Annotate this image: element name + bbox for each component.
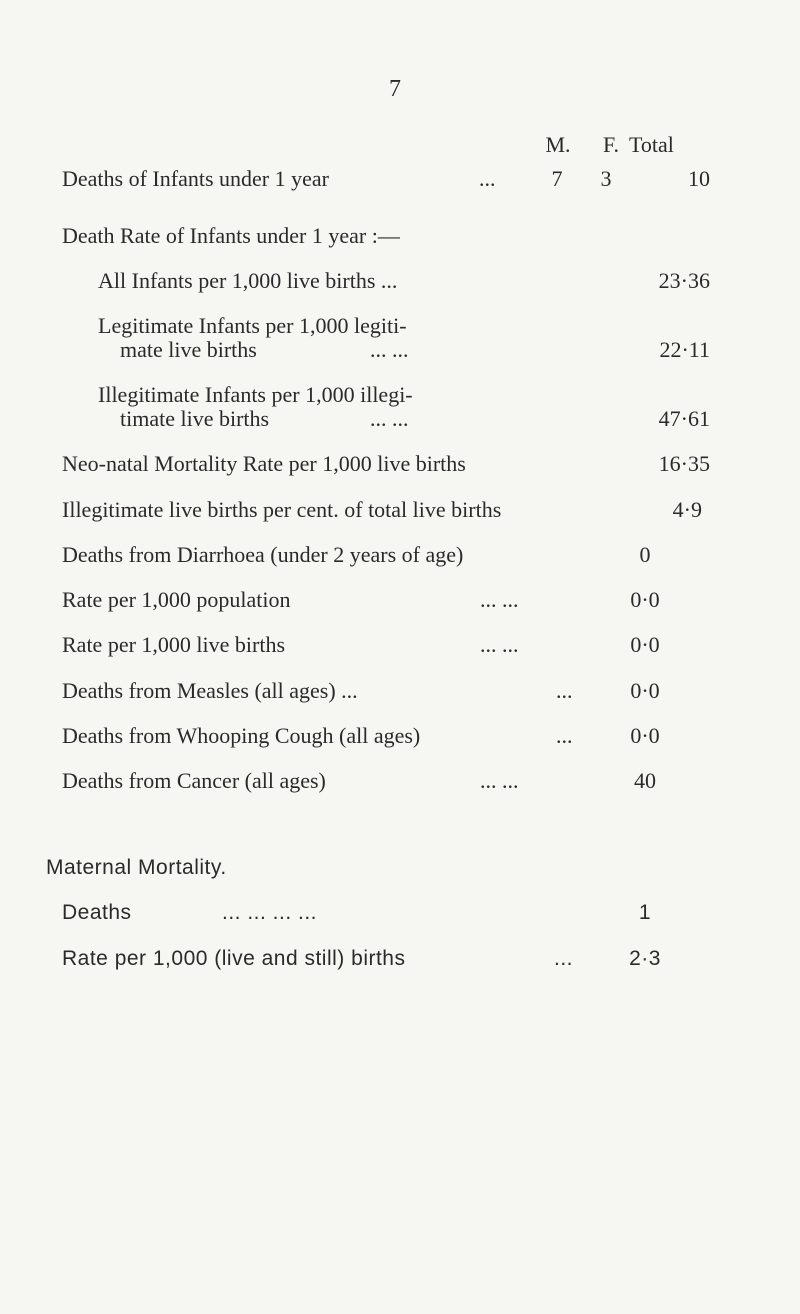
all-infants-label: All Infants per 1,000 live births ... — [98, 268, 398, 293]
maternal-rate-value: 2·3 — [629, 947, 661, 970]
all-infants-value: 23·36 — [658, 268, 710, 293]
row-value: 0·0 — [630, 723, 660, 748]
row-label: Deaths from Cancer (all ages) — [62, 768, 326, 793]
column-header-female: F. — [603, 132, 619, 157]
row-label: Illegitimate live births per cent. of total live births — [62, 497, 502, 522]
row-value: 16·35 — [658, 451, 710, 476]
row-label: Neo-natal Mortality Rate per 1,000 live births — [62, 451, 466, 476]
legit-label-line1: Legitimate Infants per 1,000 legiti- — [98, 313, 407, 338]
leader-dots: ... — [554, 947, 574, 970]
row-label: Rate per 1,000 live births — [62, 632, 286, 657]
illegit-label-line2: timate live births — [120, 406, 270, 431]
leader-dots: ... ... — [370, 406, 409, 431]
leader-dots: ... ... — [480, 632, 519, 657]
maternal-heading: Maternal Mortality. — [46, 856, 227, 879]
leader-dots: ... ... — [480, 768, 519, 793]
leader-dots: ... — [556, 723, 573, 748]
leader-dots: ... ... ... ... — [222, 901, 318, 924]
row-value: 40 — [634, 768, 656, 793]
legit-value: 22·11 — [659, 337, 710, 362]
leader-dots: ... — [556, 678, 573, 703]
maternal-deaths-value: 1 — [638, 901, 652, 924]
row-label: Deaths from Whooping Cough (all ages) — [62, 723, 421, 748]
infant-deaths-male: 7 — [551, 166, 563, 191]
leader-dots: ... ... — [370, 337, 409, 362]
leader-dots: ... ... — [480, 587, 519, 612]
infant-deaths-label: Deaths of Infants under 1 year — [62, 166, 329, 191]
infant-deaths-female: 3 — [600, 166, 612, 191]
maternal-rate-label: Rate per 1,000 (live and still) births — [62, 947, 406, 970]
row-label: Rate per 1,000 population — [62, 587, 291, 612]
row-value: 0·0 — [630, 678, 660, 703]
infant-deaths-total: 10 — [688, 166, 710, 191]
leader-dots: ... — [479, 166, 496, 191]
column-header-total: Total — [629, 132, 674, 157]
page-number: 7 — [389, 76, 401, 102]
row-value: 0 — [639, 542, 651, 567]
illegit-label-line1: Illegitimate Infants per 1,000 illegi- — [98, 382, 413, 407]
row-label: Deaths from Diarrhoea (under 2 years of age) — [62, 542, 464, 567]
column-header-male: M. — [545, 132, 571, 157]
legit-label-line2: mate live births — [120, 337, 257, 362]
row-value: 4·9 — [672, 497, 702, 522]
death-rate-heading: Death Rate of Infants under 1 year :— — [62, 223, 400, 248]
row-value: 0·0 — [630, 587, 660, 612]
maternal-deaths-label: Deaths — [62, 901, 132, 924]
row-label: Deaths from Measles (all ages) ... — [62, 678, 358, 703]
illegit-value: 47·61 — [658, 406, 710, 431]
row-value: 0·0 — [630, 632, 660, 657]
